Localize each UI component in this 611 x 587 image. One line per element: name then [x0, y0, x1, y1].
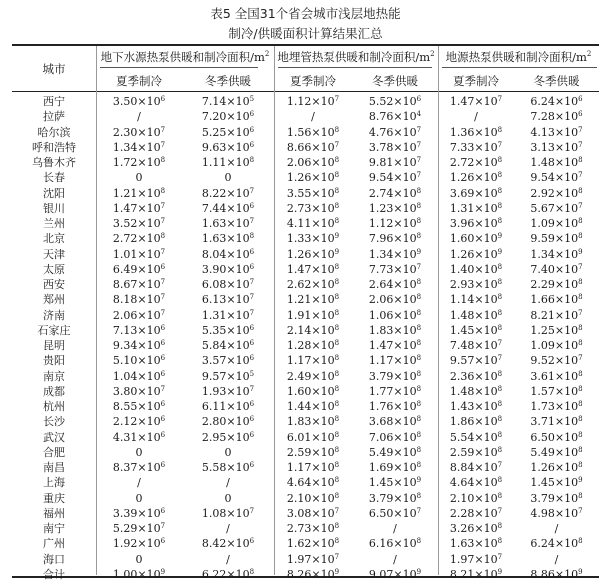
- area-value: $1.17\times 10^8$: [368, 354, 422, 368]
- area-value: $3.52\times 10^7$: [112, 217, 166, 230]
- city-name: 天津: [43, 247, 65, 261]
- table-row: [12, 201, 599, 217]
- city-name: 兰州: [43, 217, 65, 230]
- table-row: [12, 94, 599, 110]
- area-value: /: [393, 522, 397, 535]
- city-name: 合肥: [43, 445, 65, 459]
- table-row: [12, 384, 599, 400]
- area-value: /: [311, 110, 315, 124]
- table-row: [12, 125, 599, 141]
- area-value: $4.76\times 10^7$: [368, 125, 422, 139]
- area-value: $5.25\times 10^6$: [201, 125, 255, 139]
- area-value: $1.86\times 10^8$: [449, 415, 503, 429]
- area-value: $1.31\times 10^8$: [449, 201, 503, 215]
- area-value: $1.47\times 10^8$: [286, 262, 340, 276]
- group-header-groundwater: 地下水源热泵供暖和制冷面积$/m^2$: [100, 50, 270, 64]
- area-value: $1.43\times 10^8$: [449, 400, 503, 413]
- area-value: $1.40\times 10^8$: [449, 262, 503, 276]
- area-value: $1.08\times 10^7$: [201, 506, 255, 520]
- area-value: $1.26\times 10^8$: [286, 171, 340, 185]
- area-value: $1.17\times 10^8$: [286, 461, 340, 474]
- area-value: $8.76\times 10^4$: [368, 110, 422, 124]
- area-value: $2.06\times 10^7$: [112, 308, 166, 322]
- area-value: $1.34\times 10^7$: [112, 140, 166, 154]
- area-value: $1.33\times 10^9$: [286, 232, 340, 246]
- area-value: $1.47\times 10^8$: [368, 339, 422, 352]
- city-name: 济南: [43, 308, 65, 322]
- area-value: $2.64\times 10^8$: [368, 278, 422, 291]
- area-value: $1.26\times 10^8$: [530, 461, 583, 474]
- area-value: 0: [224, 445, 232, 459]
- area-value: $3.26\times 10^8$: [449, 522, 503, 535]
- city-name: 武汉: [43, 430, 65, 444]
- city-name: 乌鲁木齐: [32, 156, 76, 169]
- area-value: $2.36\times 10^8$: [449, 369, 503, 383]
- area-value: $3.78\times 10^7$: [368, 140, 422, 154]
- area-value: $1.92\times 10^6$: [112, 537, 166, 551]
- table-row: [12, 170, 599, 186]
- area-value: $1.72\times 10^8$: [112, 156, 166, 169]
- area-value: $1.48\times 10^8$: [449, 384, 503, 398]
- table-row: [12, 460, 599, 476]
- city-name: 西安: [43, 278, 65, 291]
- area-value: $1.01\times 10^7$: [112, 247, 166, 261]
- table-row: [12, 338, 599, 354]
- area-value: $7.06\times 10^8$: [368, 430, 422, 444]
- top-rule: [12, 44, 599, 46]
- area-value: $2.93\times 10^8$: [449, 278, 503, 291]
- city-name: 呼和浩特: [32, 140, 76, 154]
- area-value: $9.07\times 10^9$: [368, 567, 422, 581]
- area-value: $1.25\times 10^8$: [530, 323, 583, 337]
- area-value: $1.63\times 10^8$: [201, 232, 255, 246]
- group-underline-1: [100, 67, 258, 68]
- city-name: 广州: [43, 537, 65, 551]
- area-value: $1.12\times 10^7$: [286, 95, 340, 108]
- city-name: 石家庄: [37, 323, 71, 337]
- area-value: $3.57\times 10^6$: [201, 354, 255, 368]
- area-value: $2.10\times 10^8$: [286, 491, 340, 505]
- area-value: /: [226, 522, 230, 535]
- table-row: [12, 323, 599, 339]
- table-row: [12, 155, 599, 171]
- area-value: 0: [135, 445, 143, 459]
- area-value: $1.23\times 10^8$: [368, 201, 422, 215]
- city-name: 哈尔滨: [37, 125, 71, 139]
- area-value: $8.26\times 10^9$: [286, 567, 340, 581]
- area-value: $3.50\times 10^6$: [112, 95, 166, 108]
- city-name: 长沙: [43, 415, 65, 429]
- city-name: 拉萨: [43, 110, 65, 124]
- area-value: $5.84\times 10^6$: [201, 339, 255, 352]
- area-value: $1.48\times 10^8$: [530, 156, 583, 169]
- area-value: $3.79\times 10^8$: [530, 491, 583, 505]
- area-value: $1.17\times 10^8$: [286, 354, 340, 368]
- table-row: [12, 475, 599, 491]
- area-value: $3.61\times 10^8$: [530, 369, 583, 383]
- area-value: 0: [135, 552, 143, 566]
- city-name: 杭州: [43, 400, 65, 413]
- table-row: [12, 292, 599, 308]
- area-value: $1.76\times 10^8$: [368, 400, 422, 413]
- group-underline-2: [278, 67, 432, 68]
- area-value: /: [226, 476, 230, 490]
- area-value: $7.20\times 10^6$: [201, 110, 255, 124]
- area-value: $4.11\times 10^8$: [286, 217, 340, 230]
- area-value: $6.22\times 10^8$: [201, 567, 255, 581]
- table-row: [12, 277, 599, 293]
- area-value: $6.50\times 10^7$: [368, 506, 422, 520]
- table-row: [12, 109, 599, 125]
- city-name: 西宁: [43, 95, 65, 108]
- area-value: $1.31\times 10^7$: [201, 308, 255, 322]
- area-value: $6.24\times 10^6$: [530, 95, 583, 108]
- area-value: $1.63\times 10^7$: [201, 217, 255, 230]
- area-value: $2.30\times 10^7$: [112, 125, 166, 139]
- table-row: [12, 521, 599, 537]
- area-value: $5.52\times 10^6$: [368, 95, 422, 108]
- city-name: 贵阳: [43, 354, 65, 368]
- area-value: $1.56\times 10^8$: [286, 125, 340, 139]
- area-value: $9.81\times 10^7$: [368, 156, 422, 169]
- area-value: $6.11\times 10^6$: [201, 400, 255, 413]
- area-value: $6.49\times 10^6$: [112, 262, 166, 276]
- area-value: $1.26\times 10^8$: [449, 171, 503, 185]
- area-value: $5.49\times 10^8$: [368, 445, 422, 459]
- area-value: $1.14\times 10^8$: [449, 293, 503, 307]
- area-value: $8.37\times 10^6$: [112, 461, 166, 474]
- subheader-heating: 冬季供暖: [533, 74, 580, 88]
- area-value: $7.48\times 10^7$: [449, 339, 503, 352]
- area-value: $1.93\times 10^7$: [201, 384, 255, 398]
- city-name: 沈阳: [43, 186, 65, 200]
- city-name: 成都: [43, 384, 65, 398]
- area-value: $2.06\times 10^8$: [368, 293, 422, 307]
- table-caption-line2: 制冷/供暖面积计算结果汇总: [228, 26, 383, 41]
- area-value: $1.45\times 10^9$: [368, 476, 422, 490]
- table-row: [12, 369, 599, 385]
- area-value: $7.96\times 10^8$: [368, 232, 422, 246]
- area-value: $1.60\times 10^9$: [449, 232, 503, 246]
- table-row: [12, 491, 599, 507]
- area-value: $1.66\times 10^8$: [530, 293, 583, 307]
- area-value: $8.42\times 10^6$: [201, 537, 255, 551]
- area-value: $1.21\times 10^8$: [112, 186, 166, 200]
- table-caption-line1: 表5 全国31个省会城市浅层地热能: [210, 6, 401, 21]
- area-value: $3.79\times 10^8$: [368, 491, 422, 505]
- area-value: $1.09\times 10^8$: [530, 339, 583, 352]
- city-name: 海口: [43, 552, 65, 566]
- area-value: $8.18\times 10^7$: [112, 293, 166, 307]
- area-value: $5.49\times 10^8$: [530, 445, 583, 459]
- area-value: $1.63\times 10^8$: [449, 537, 503, 551]
- area-value: $3.71\times 10^8$: [530, 415, 583, 429]
- area-value: $1.45\times 10^8$: [449, 323, 503, 337]
- city-name: 重庆: [43, 491, 65, 505]
- area-value: $5.58\times 10^6$: [201, 461, 255, 474]
- area-value: $2.06\times 10^8$: [286, 156, 340, 169]
- area-value: $2.14\times 10^8$: [286, 323, 340, 337]
- area-value: $5.10\times 10^6$: [112, 354, 166, 368]
- area-value: $2.73\times 10^8$: [286, 201, 340, 215]
- area-value: $4.64\times 10^8$: [286, 476, 340, 490]
- area-value: $8.22\times 10^7$: [201, 186, 255, 200]
- area-value: $2.28\times 10^7$: [449, 506, 503, 520]
- area-value: $8.21\times 10^7$: [530, 308, 583, 322]
- city-name: 昆明: [43, 339, 65, 352]
- table-row: [12, 247, 599, 263]
- city-name: 合计: [43, 567, 65, 581]
- area-value: $6.24\times 10^8$: [530, 537, 583, 551]
- area-value: $1.47\times 10^7$: [449, 95, 503, 108]
- area-value: $1.69\times 10^8$: [368, 461, 422, 474]
- area-value: $1.77\times 10^8$: [368, 384, 422, 398]
- area-value: $7.28\times 10^6$: [530, 110, 583, 124]
- table-row: [12, 445, 599, 461]
- area-value: $1.47\times 10^7$: [112, 201, 166, 215]
- area-value: $1.09\times 10^8$: [530, 217, 583, 230]
- area-value: $1.12\times 10^8$: [368, 217, 422, 230]
- area-value: $8.66\times 10^7$: [286, 140, 340, 154]
- area-value: $5.67\times 10^7$: [530, 201, 583, 215]
- area-value: $2.29\times 10^8$: [530, 278, 583, 291]
- city-name: 上海: [43, 476, 65, 490]
- area-value: 0: [135, 171, 143, 185]
- total-row: [12, 567, 599, 583]
- area-value: $1.48\times 10^8$: [449, 308, 503, 322]
- area-value: $1.28\times 10^8$: [286, 339, 340, 352]
- area-value: $7.44\times 10^6$: [201, 201, 255, 215]
- area-value: $1.91\times 10^8$: [286, 308, 340, 322]
- area-value: $2.10\times 10^8$: [449, 491, 503, 505]
- area-value: $7.13\times 10^6$: [112, 323, 166, 337]
- area-value: $2.72\times 10^8$: [449, 156, 503, 169]
- subheader-heating: 冬季供暖: [205, 74, 251, 88]
- table-row: [12, 308, 599, 324]
- city-name: 南昌: [43, 461, 65, 474]
- table-row: [12, 399, 599, 415]
- table-row: [12, 186, 599, 202]
- area-value: $2.59\times 10^8$: [449, 445, 503, 459]
- subheader-heating: 冬季供暖: [372, 74, 418, 88]
- city-name: 南宁: [43, 522, 65, 535]
- area-value: $3.13\times 10^7$: [530, 140, 583, 154]
- area-value: $9.57\times 10^5$: [201, 369, 255, 383]
- area-value: $7.33\times 10^7$: [449, 140, 503, 154]
- table-row: [12, 506, 599, 522]
- city-name: 福州: [43, 506, 65, 520]
- area-value: $8.04\times 10^6$: [201, 247, 255, 261]
- city-name: 郑州: [43, 293, 65, 307]
- area-value: $4.13\times 10^7$: [530, 125, 583, 139]
- area-value: $1.06\times 10^8$: [368, 308, 422, 322]
- area-value: $3.55\times 10^8$: [286, 186, 340, 200]
- city-name: 长春: [43, 171, 65, 185]
- city-column-header: 城市: [42, 62, 66, 76]
- area-value: 0: [135, 491, 143, 505]
- area-value: /: [474, 110, 478, 124]
- area-value: $9.59\times 10^8$: [530, 232, 583, 246]
- area-value: $3.96\times 10^8$: [449, 217, 503, 230]
- area-value: $3.39\times 10^6$: [112, 506, 166, 520]
- area-value: $9.54\times 10^7$: [368, 171, 422, 185]
- area-value: $7.40\times 10^7$: [530, 262, 583, 276]
- area-value: $7.14\times 10^5$: [201, 95, 255, 108]
- area-value: $6.50\times 10^8$: [530, 430, 583, 444]
- area-value: $5.35\times 10^6$: [201, 323, 255, 337]
- area-value: $3.69\times 10^8$: [449, 186, 503, 200]
- area-value: $8.21\times 10^9$: [449, 567, 503, 581]
- area-value: $8.84\times 10^7$: [449, 461, 503, 474]
- area-value: $7.73\times 10^7$: [368, 262, 422, 276]
- area-value: $9.54\times 10^7$: [530, 171, 583, 185]
- area-value: $4.31\times 10^6$: [112, 430, 166, 444]
- area-value: $2.74\times 10^8$: [368, 186, 422, 200]
- area-value: $1.73\times 10^8$: [530, 400, 583, 413]
- area-value: $3.90\times 10^6$: [201, 262, 255, 276]
- area-value: $1.26\times 10^9$: [449, 247, 503, 261]
- area-value: $1.60\times 10^8$: [286, 384, 340, 398]
- group-underline-3: [442, 67, 597, 68]
- area-value: $6.13\times 10^7$: [201, 293, 255, 307]
- area-value: $1.44\times 10^8$: [286, 400, 340, 413]
- city-name: 银川: [43, 201, 65, 215]
- area-value: 0: [224, 491, 232, 505]
- area-value: /: [137, 110, 141, 124]
- area-value: $8.55\times 10^6$: [112, 400, 166, 413]
- area-value: $6.01\times 10^8$: [286, 430, 340, 444]
- area-value: $1.83\times 10^8$: [286, 415, 340, 429]
- area-value: $4.64\times 10^8$: [449, 476, 503, 490]
- table-row: [12, 262, 599, 278]
- area-value: $2.59\times 10^8$: [286, 445, 340, 459]
- area-value: $2.72\times 10^8$: [112, 232, 166, 246]
- area-value: $1.57\times 10^8$: [530, 384, 583, 398]
- area-value: $1.97\times 10^7$: [449, 552, 503, 566]
- area-value: /: [137, 476, 141, 490]
- group-header-ground-source: 地源热泵供暖和制冷面积$/m^2$: [445, 50, 592, 64]
- table-row: [12, 140, 599, 156]
- city-name: 太原: [43, 262, 65, 276]
- area-value: $8.86\times 10^9$: [530, 567, 583, 581]
- area-value: $2.95\times 10^6$: [201, 430, 255, 444]
- area-value: $1.45\times 10^9$: [530, 476, 583, 490]
- table-row: [12, 430, 599, 446]
- table-row: [12, 353, 599, 369]
- area-value: $1.26\times 10^9$: [286, 247, 340, 261]
- subheader-cooling: 夏季制冷: [290, 74, 336, 88]
- area-value: $3.80\times 10^7$: [112, 384, 166, 398]
- area-value: $1.00\times 10^9$: [112, 567, 166, 581]
- area-value: $2.92\times 10^8$: [530, 186, 583, 200]
- header-rule: [12, 91, 599, 92]
- area-value: $2.73\times 10^8$: [286, 522, 340, 535]
- subheader-cooling: 夏季制冷: [453, 74, 499, 88]
- group-header-buried-pipe: 地埋管热泵供暖和制冷面积$/m^2$: [277, 50, 435, 64]
- area-value: $1.62\times 10^8$: [286, 537, 340, 551]
- area-value: 0: [224, 171, 232, 185]
- area-value: /: [393, 552, 397, 566]
- area-value: $9.34\times 10^6$: [112, 339, 166, 352]
- area-value: $9.57\times 10^7$: [449, 354, 503, 368]
- subheader-cooling: 夏季制冷: [116, 74, 162, 88]
- area-value: $3.68\times 10^8$: [368, 415, 422, 429]
- area-value: $1.11\times 10^8$: [201, 156, 255, 169]
- area-value: $1.21\times 10^8$: [286, 293, 340, 307]
- area-value: $5.29\times 10^7$: [112, 522, 166, 535]
- area-value: $8.67\times 10^7$: [112, 278, 166, 291]
- area-value: $3.08\times 10^7$: [286, 506, 340, 520]
- table-row: [12, 216, 599, 232]
- area-value: $1.34\times 10^9$: [530, 247, 583, 261]
- area-value: $2.49\times 10^8$: [286, 369, 340, 383]
- area-value: $2.80\times 10^6$: [201, 415, 255, 429]
- table-row: [12, 552, 599, 568]
- area-value: /: [554, 552, 559, 566]
- area-value: $2.62\times 10^8$: [286, 278, 340, 291]
- city-name: 北京: [43, 232, 65, 246]
- area-value: $9.63\times 10^6$: [201, 140, 255, 154]
- area-value: $6.08\times 10^7$: [201, 278, 255, 291]
- area-value: $1.97\times 10^7$: [286, 552, 340, 566]
- area-value: $5.54\times 10^8$: [449, 430, 503, 444]
- area-value: $9.52\times 10^7$: [530, 354, 583, 368]
- table-row: [12, 414, 599, 430]
- table-row: [12, 536, 599, 552]
- area-value: $1.83\times 10^8$: [368, 323, 422, 337]
- area-value: /: [226, 552, 230, 566]
- area-value: $2.12\times 10^6$: [112, 415, 166, 429]
- area-value: $6.16\times 10^8$: [368, 537, 422, 551]
- area-value: $4.98\times 10^7$: [530, 506, 583, 520]
- area-value: $3.79\times 10^8$: [368, 369, 422, 383]
- area-value: $1.04\times 10^6$: [112, 369, 166, 383]
- table-row: [12, 231, 599, 247]
- area-value: $1.34\times 10^9$: [368, 247, 422, 261]
- area-value: /: [554, 522, 559, 535]
- city-name: 南京: [43, 369, 65, 383]
- area-value: $1.36\times 10^8$: [449, 125, 503, 139]
